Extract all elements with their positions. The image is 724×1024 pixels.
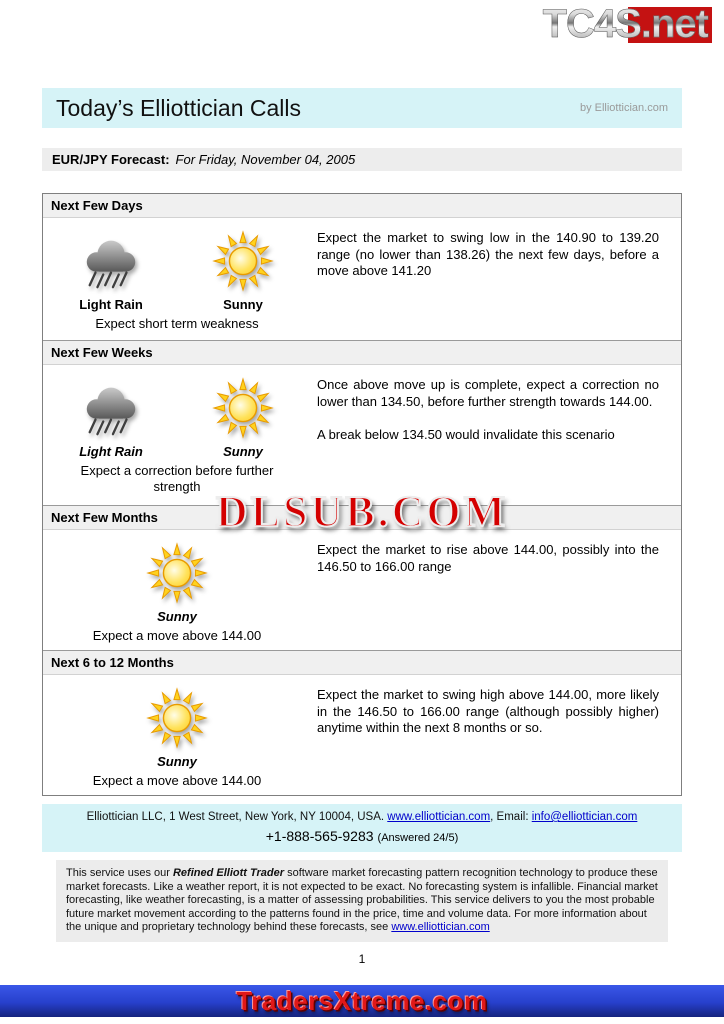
- footer-email-prefix: , Email:: [490, 811, 532, 823]
- light-rain-icon: [80, 377, 142, 439]
- title-banner: [42, 88, 682, 128]
- disclaimer-link[interactable]: www.elliottician.com: [391, 921, 490, 933]
- section-caption: Expect short term weakness: [95, 316, 259, 331]
- forecast-label: EUR/JPY Forecast:: [52, 152, 170, 167]
- section-caption: Expect a correction before further strength: [80, 463, 274, 494]
- disclaimer-part2: software market forecasting pattern recognition technology to produce these market forecasts. Like a weather report, it is not expected to be exact. No forecasting system is infallible. Financial market forecasting, like weather forecasting, is a matter of assessing probabilities. This service delivers to you the most probable future market movement according to the patterns found in the price, time and volume data. For more information about the unique and proprietary technology behind these forecasts, see: [66, 867, 658, 933]
- section-header: Next Few Weeks: [43, 340, 681, 365]
- sunny-icon: [212, 377, 274, 439]
- weather-label: Sunny: [223, 297, 263, 312]
- weather-unit: [65, 377, 157, 459]
- section-header: Next Few Months: [43, 505, 681, 530]
- icon-column: [43, 373, 311, 499]
- tc4s-logo: [543, 0, 708, 50]
- disclaimer-part1: This service uses our: [66, 867, 173, 879]
- forecast-paragraph: A break below 134.50 would invalidate this scenario: [317, 427, 615, 442]
- icon-column: [43, 683, 311, 789]
- forecast-paragraph: Expect the market to swing low in the 140.90 to 139.20 range (no lower than 138.26) the next few days, before a move above 141.20: [317, 230, 659, 278]
- weather-unit: [131, 542, 223, 624]
- forecast-text: [311, 683, 673, 789]
- disclaimer: [56, 860, 668, 942]
- footer-address: Elliottician LLC, 1 West Street, New York, NY 10004, USA.: [86, 811, 388, 823]
- forecast-date: For Friday, November 04, 2005: [175, 152, 356, 167]
- weather-unit: [65, 230, 157, 312]
- section-next-6-12-months: [43, 650, 681, 795]
- forecast-text: [311, 538, 673, 644]
- sunny-icon: [212, 230, 274, 292]
- weather-unit: [131, 687, 223, 769]
- disclaimer-product-name: Refined Elliott Trader: [172, 867, 285, 879]
- page-number: 1: [358, 951, 366, 966]
- forecast-paragraph: Expect the market to swing high above 144.00, more likely in the 146.50 to 166.00 range (although possibly higher) anytime within the next 8 months or so.: [317, 687, 659, 735]
- forecast-text: [311, 226, 673, 334]
- page-title: Today’s Elliottician Calls: [56, 94, 302, 121]
- tradersxtreme-watermark: TradersXtreme.com: [236, 985, 488, 1016]
- weather-unit: [197, 230, 289, 312]
- icon-column: [43, 226, 311, 334]
- section-header: Next 6 to 12 Months: [43, 650, 681, 675]
- section-header: Next Few Days: [43, 194, 681, 218]
- dlsub-watermark: DLSUB.COM: [215, 487, 509, 536]
- footer-address-line: [50, 811, 674, 823]
- light-rain-icon: [80, 230, 142, 292]
- section-caption: Expect a move above 144.00: [92, 773, 262, 788]
- weather-label: Light Rain: [79, 297, 143, 312]
- bottom-banner: [0, 985, 724, 1017]
- forecast-paragraph: Expect the market to rise above 144.00, possibly into the 146.50 to 166.00 range: [317, 542, 659, 574]
- icon-column: [43, 538, 311, 644]
- email-link[interactable]: info@elliottician.com: [531, 811, 638, 823]
- section-next-few-days: [43, 194, 681, 340]
- logo-text: [543, 0, 708, 48]
- weather-label: Sunny: [223, 444, 263, 459]
- phone-note: (Answered 24/5): [377, 832, 459, 844]
- sunny-icon: [146, 687, 208, 749]
- weather-label: Light Rain: [79, 444, 143, 459]
- section-next-few-weeks: [43, 340, 681, 505]
- footer-phone-line: [50, 828, 674, 844]
- weather-label: Sunny: [157, 609, 197, 624]
- logo-suffix: .net: [640, 2, 708, 46]
- byline: by Elliottician.com: [579, 102, 668, 114]
- section-caption: Expect a move above 144.00: [92, 628, 262, 643]
- logo-main: TC4S: [542, 2, 641, 46]
- forecast-bar: [42, 148, 682, 171]
- weather-label: Sunny: [157, 754, 197, 769]
- website-link[interactable]: www.elliottician.com: [387, 811, 491, 823]
- forecast-paragraph: Once above move up is complete, expect a correction no lower than 134.50, before further strength towards 144.00.: [317, 377, 659, 409]
- weather-unit: [197, 377, 289, 459]
- sunny-icon: [146, 542, 208, 604]
- footer-band: [42, 804, 682, 852]
- phone-number: +1-888-565-9283: [265, 828, 374, 844]
- forecast-text: [311, 373, 673, 499]
